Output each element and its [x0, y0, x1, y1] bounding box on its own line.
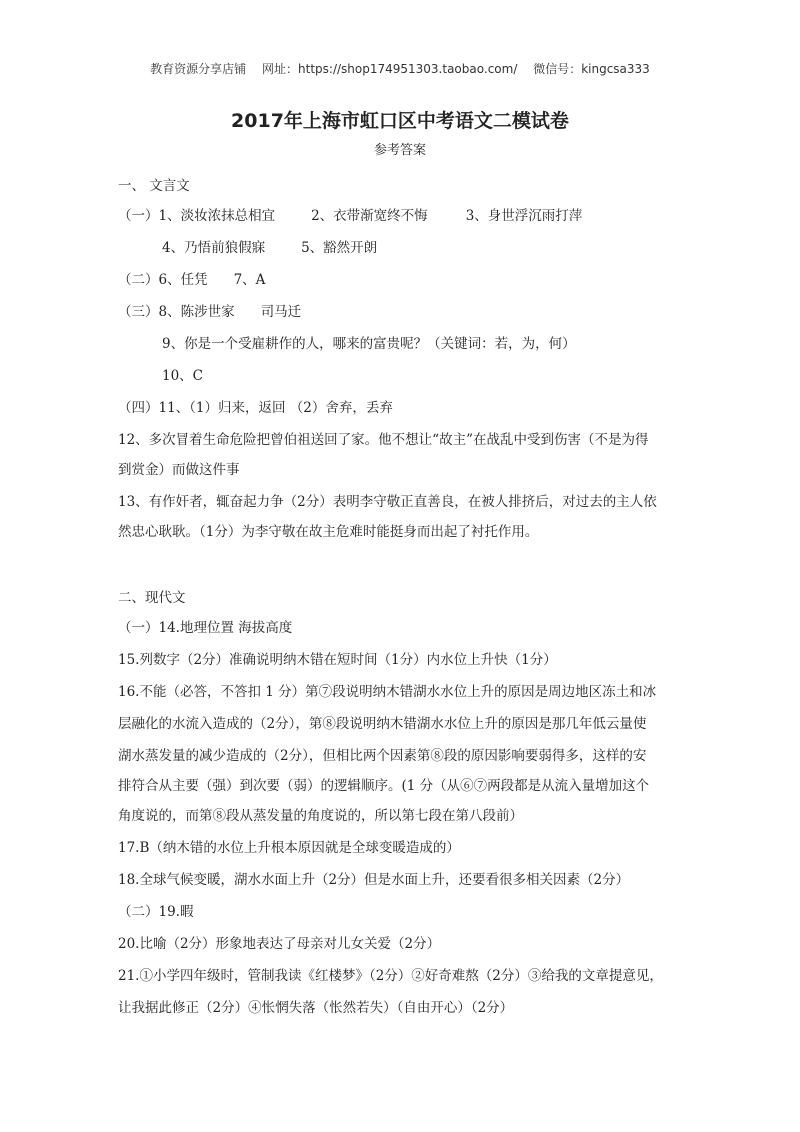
answer-12-line-1: 12、多次冒着生命危险把曾伯祖送回了家。他不想让“故主”在战乱中受到伤害（不是为得: [118, 432, 649, 448]
answer-line-2: [162, 238, 377, 258]
answer-2: 2、衣带渐宽终不悔: [311, 208, 428, 224]
section2-heading: 二、现代文: [118, 590, 186, 606]
answer-20: 20.比喻（2分）形象地表达了母亲对儿女关爱（2分）: [118, 936, 441, 952]
answer-16-line-1: 16.不能（必答，不答扣 1 分）第⑦段说明纳木错湖水水位上升的原因是周边地区冻土和冰: [118, 684, 657, 700]
answer-6: （二）6、任凭: [118, 272, 208, 288]
answer-16-line-5: 角度说的，而第⑧段从蒸发量的角度说的，所以第七段在第八段前）: [118, 808, 523, 824]
answer-8-author: 司马迁: [260, 304, 302, 320]
answer-5: 5、豁然开朗: [301, 240, 378, 256]
answer-3: 3、身世浮沉雨打萍: [465, 208, 583, 224]
answer-12-line-2: 到赏金）而做这件事: [118, 462, 240, 478]
section1-heading: 一、 文言文: [118, 178, 190, 194]
shop-url: 网址：https://shop174951303.taobao.com/: [262, 62, 518, 76]
answer-16-line-3: 湖水蒸发量的减少造成的（2分），但相比两个因素第⑧段的原因影响要弱得多，这样的安: [118, 748, 647, 764]
answer-13-line-1: 13、有作奸者，辄奋起力争（2分）表明李守敬正直善良，在被人排挤后，对过去的主人依: [118, 494, 657, 510]
page-header: [0, 60, 800, 77]
answer-9: 9、你是一个受雇耕作的人，哪来的富贵呢？（关键词：若，为，何）: [162, 336, 576, 352]
answer-21-line-1: 21.①小学四年级时，管制我读《红楼梦》（2分）②好奇难熬（2分）③给我的文章提意见，: [118, 968, 663, 984]
answer-line-1: [118, 206, 582, 226]
answer-17: 17.B（纳木错的水位上升根本原因就是全球变暖造成的）: [118, 840, 460, 856]
answer-16-line-4: 排符合从主要（强）到次要（弱）的逻辑顺序。(1 分（从⑥⑦两段都是从流入量增加这个: [118, 778, 650, 794]
answer-11: （四）11、（1）归来，返回 （2）舍弃，丢弃: [118, 400, 393, 416]
answer-13-line-2: 然忠心耿耿。（1分）为李守敬在故主危难时能挺身而出起了衬托作用。: [118, 524, 539, 540]
answer-21-line-2: 让我据此修正（2分）④怅惘失落（怅然若失）（自由开心）（2分）: [118, 1000, 514, 1016]
answer-line-3: [118, 270, 265, 290]
page-subtitle: 参考答案: [373, 143, 426, 158]
answer-16-line-2: 层融化的水流入造成的（2分），第⑧段说明纳木错湖水水位上升的原因是那几年低云量使: [118, 716, 647, 732]
answer-18: 18.全球气候变暖，湖水水面上升（2分）但是水面上升，还要看很多相关因素（2分）: [118, 872, 630, 888]
answer-8: （三）8、陈涉世家: [118, 304, 235, 320]
answer-line-4: [118, 302, 301, 322]
answer-14: （一）14.地理位置 海拔高度: [118, 620, 293, 636]
answer-19: （二）19.暇: [118, 904, 194, 920]
page-title: 2017年上海市虹口区中考语文二模试卷: [231, 110, 569, 132]
answer-1: （一）1、淡妆浓抹总相宜: [118, 208, 276, 224]
wechat-id: 微信号：kingcsa333: [533, 62, 650, 76]
answer-15: 15.列数字（2分）准确说明纳木错在短时间（1分）内水位上升快（1分）: [118, 652, 557, 668]
answer-10: 10、C: [162, 368, 204, 384]
answer-7: 7、A: [233, 272, 266, 288]
shop-name: 教育资源分享店铺: [150, 62, 247, 76]
answer-4: 4、乃悟前狼假寐: [162, 240, 266, 256]
